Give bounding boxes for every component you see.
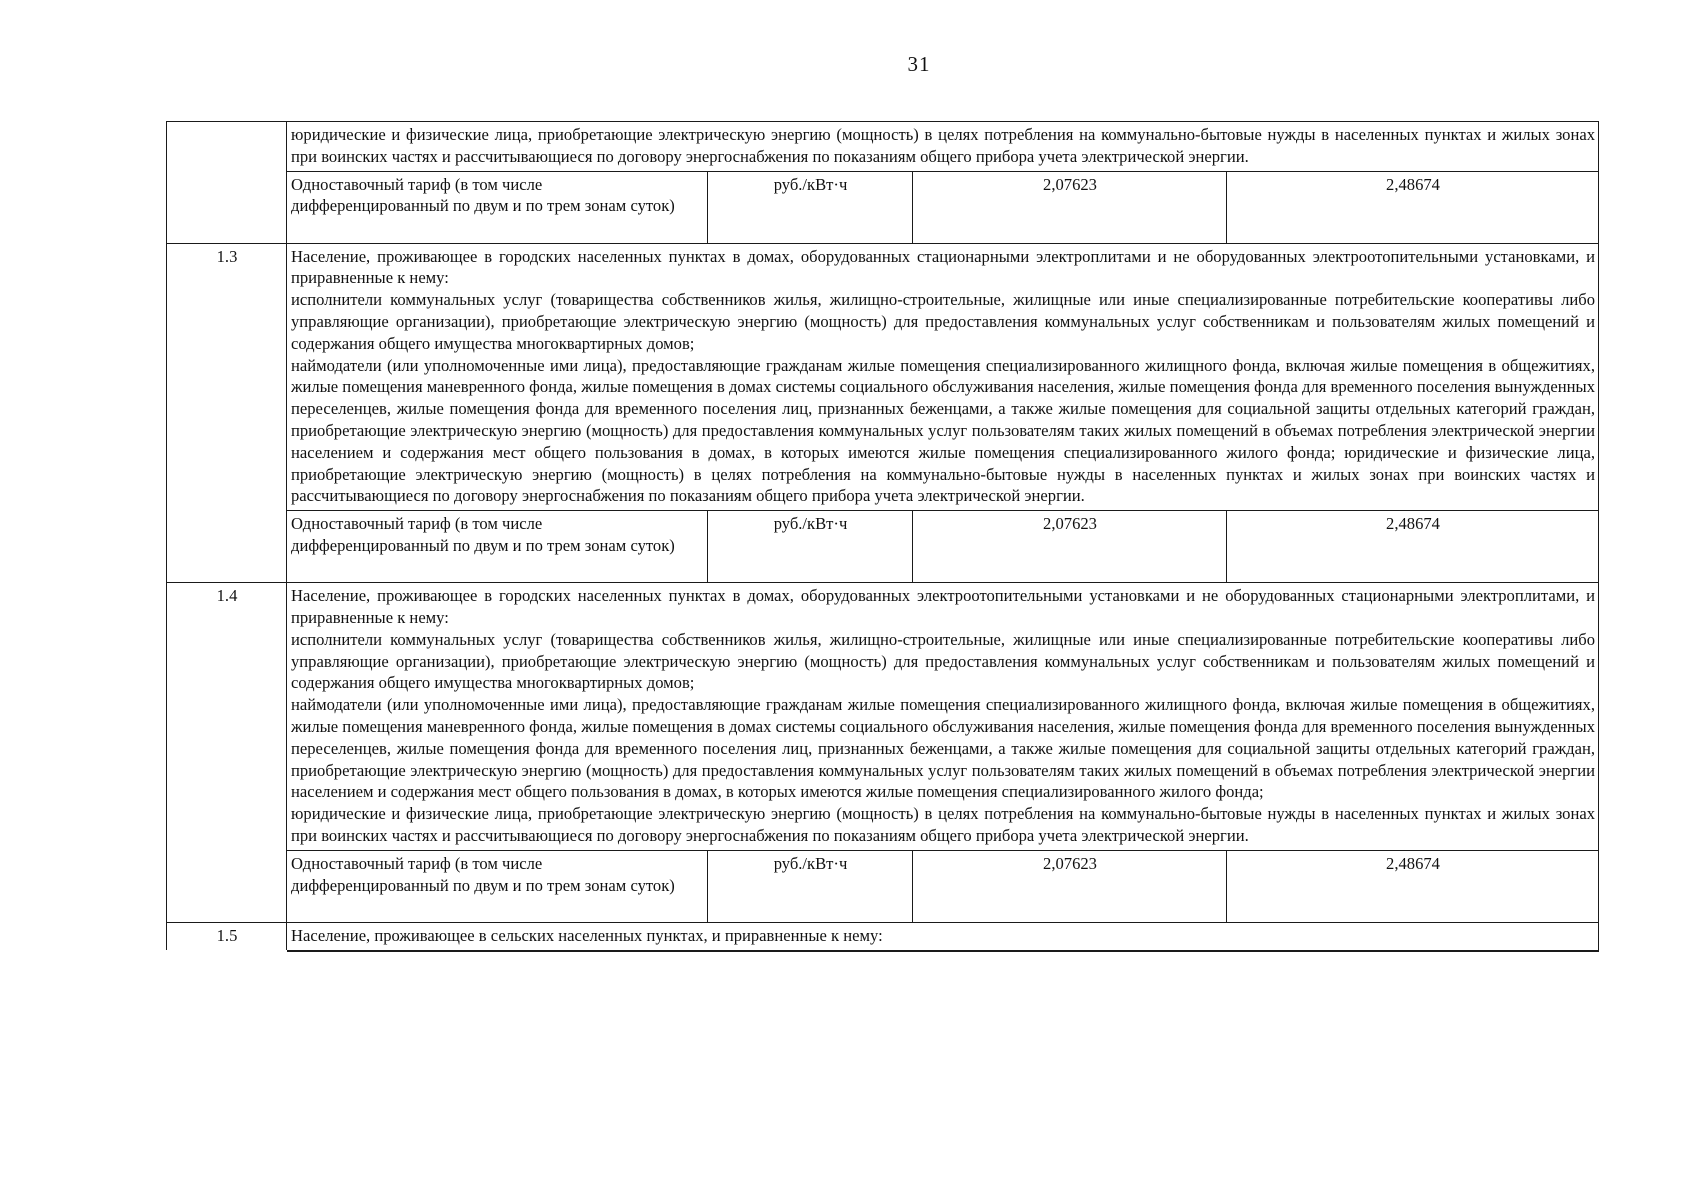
description-paragraph: Население, проживающее в городских населенных пунктах в домах, оборудованных электроотопительными установками и не оборудованных стационарными электроплитами, и приравненные к нему: xyxy=(291,586,1595,627)
tariff-value-1: 2,07623 xyxy=(913,171,1227,243)
category-description xyxy=(287,583,1599,851)
row-number: 1.5 xyxy=(167,922,287,950)
table-row xyxy=(167,243,1599,511)
tariff-row xyxy=(167,850,1599,922)
table-row xyxy=(167,583,1599,851)
description-paragraph: наймодатели (или уполномоченные ими лица), предоставляющие гражданам жилые помещения специализированного жилищного фонда, включая жилые помещения в общежитиях, жилые помещения маневренного фонда, жилые помещения в домах системы социального обслуживания населения, жилые помещения фонда для временного поселения вынужденных переселенцев, жилые помещения фонда для временного поселения лиц, признанных беженцами, а также жилые помещения для социальной защиты отдельных категорий граждан, приобретающие электрическую энергию (мощность) для предоставления коммунальных услуг пользователям таких жилых помещений в объемах потребления электрической энергии населением и содержания мест общего пользования в домах, в которых имеются жилые помещения специализированного жилого фонда; юридические и физические лица, приобретающие электрическую энергию (мощность) в целях потребления на коммунально-бытовые нужды в населенных пунктах и жилых зонах при воинских частях и рассчитывающиеся по договору энергоснабжения по показаниям общего прибора учета электрической энергии. xyxy=(291,355,1595,506)
table-row xyxy=(167,122,1599,172)
tariff-label: Одноставочный тариф (в том числе дифференцированный по двум и по трем зонам суток) xyxy=(287,850,708,922)
tariff-unit: руб./кВт·ч xyxy=(708,850,913,922)
tariff-row xyxy=(167,171,1599,243)
row-number-cell-empty xyxy=(167,122,287,244)
tariff-row xyxy=(167,511,1599,583)
tariff-table xyxy=(166,121,1599,952)
description-paragraph: Население, проживающее в городских населенных пунктах в домах, оборудованных стационарными электроплитами и не оборудованных электроотопительными установками, и приравненные к нему: xyxy=(291,246,1595,288)
row-number: 1.3 xyxy=(167,243,287,583)
tariff-unit: руб./кВт·ч xyxy=(708,511,913,583)
category-description xyxy=(287,922,1599,950)
description-paragraph: исполнители коммунальных услуг (товарищества собственников жилья, жилищно-строительные, жилищные или иные специализированные потребительские кооперативы либо управляющие организации), приобретающие электрическую энергию (мощность) для предоставления коммунальных услуг собственникам и пользователям жилых помещений и содержания общего имущества многоквартирных домов; xyxy=(291,290,1595,353)
tariff-label: Одноставочный тариф (в том числе дифференцированный по двум и по трем зонам суток) xyxy=(287,511,708,583)
tariff-value-2: 2,48674 xyxy=(1227,511,1599,583)
row-number: 1.4 xyxy=(167,583,287,923)
description-text: Население, проживающее в сельских населенных пунктах, и приравненные к нему: xyxy=(291,925,883,945)
description-paragraph: наймодатели (или уполномоченные ими лица), предоставляющие гражданам жилые помещения специализированного жилищного фонда, включая жилые помещения в общежитиях, жилые помещения маневренного фонда, жилые помещения в домах системы социального обслуживания населения, жилые помещения фонда для временного поселения вынужденных переселенцев, жилые помещения фонда для временного поселения лиц, признанных беженцами, а также жилые помещения для социальной защиты отдельных категорий граждан, приобретающие электрическую энергию (мощность) для предоставления коммунальных услуг пользователям таких жилых помещений в объемах потребления электрической энергии населением и содержания мест общего пользования в домах, в которых имеются жилые помещения специализированного жилого фонда; xyxy=(291,695,1595,802)
page-number: 31 xyxy=(907,52,931,76)
tariff-unit: руб./кВт·ч xyxy=(708,171,913,243)
tariff-value-2: 2,48674 xyxy=(1227,171,1599,243)
description-paragraph: исполнители коммунальных услуг (товарищества собственников жилья, жилищно-строительные, жилищные или иные специализированные потребительские кооперативы либо управляющие организации), приобретающие электрическую энергию (мощность) для предоставления коммунальных услуг собственникам и пользователям жилых помещений и содержания общего имущества многоквартирных домов; xyxy=(291,629,1595,693)
category-description xyxy=(287,243,1599,511)
category-description xyxy=(287,122,1599,172)
tariff-label: Одноставочный тариф (в том числе дифференцированный по двум и по трем зонам суток) xyxy=(287,171,708,243)
description-paragraph: юридические и физические лица, приобретающие электрическую энергию (мощность) в целях потребления на коммунально-бытовые нужды в населенных пунктах и жилых зонах при воинских частях и рассчитывающиеся по договору энергоснабжения по показаниям общего прибора учета электрической энергии. xyxy=(291,804,1595,845)
table-row xyxy=(167,922,1599,950)
description-text: юридические и физические лица, приобретающие электрическую энергию (мощность) в целях потребления на коммунально-бытовые нужды в населенных пунктах и жилых зонах при воинских частях и рассчитывающиеся по договору энергоснабжения по показаниям общего прибора учета электрической энергии. xyxy=(291,125,1595,166)
tariff-value-1: 2,07623 xyxy=(913,511,1227,583)
tariff-value-2: 2,48674 xyxy=(1227,850,1599,922)
tariff-value-1: 2,07623 xyxy=(913,850,1227,922)
